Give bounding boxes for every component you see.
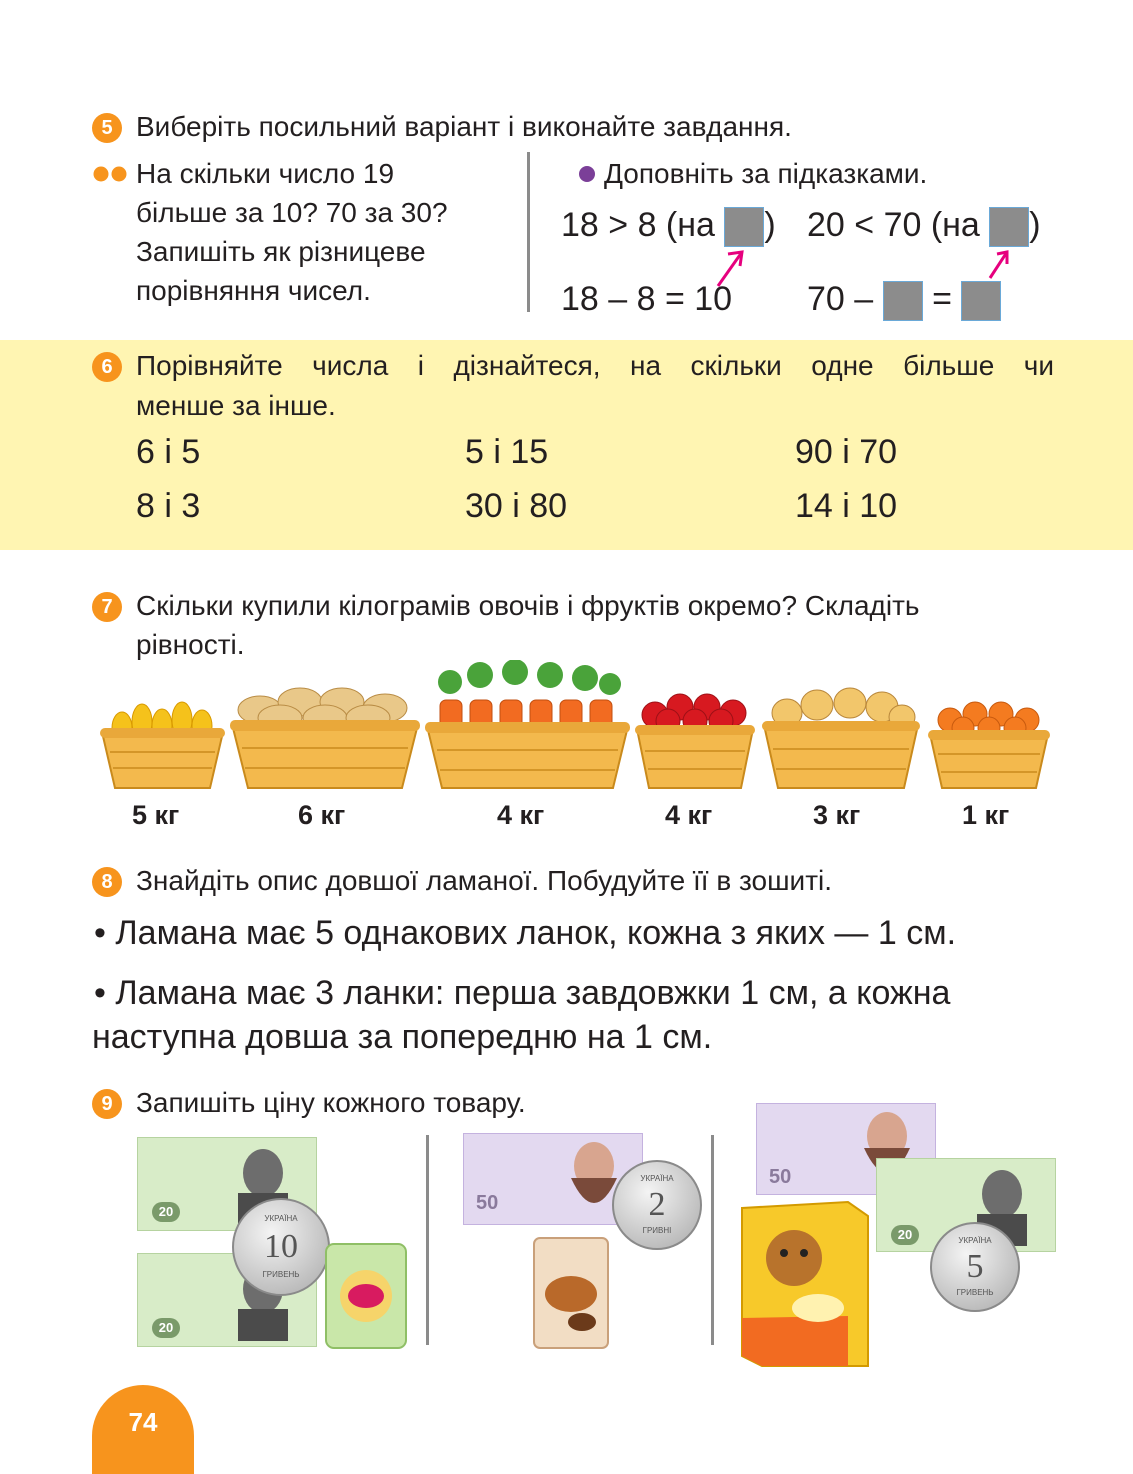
weight-label: 5 кг bbox=[132, 800, 180, 830]
equation-text: 18 > 8 (на bbox=[561, 206, 715, 244]
banknote-value: 20 bbox=[152, 1318, 180, 1338]
coin-country: УКРАЇНА bbox=[640, 1174, 674, 1183]
task8-bullet: • Ламана має 3 ланки: перша завдовжки 1 см, а кожна bbox=[94, 974, 951, 1012]
equation-text: ) bbox=[764, 206, 776, 244]
coin-country: УКРАЇНА bbox=[264, 1214, 298, 1223]
task6-title: Порівняйте числа і дізнайтеся, на скільки одне більше чи bbox=[136, 350, 1054, 381]
hint-arrow-icon bbox=[985, 246, 1015, 282]
coin-country: УКРАЇНА bbox=[958, 1236, 992, 1245]
difficulty-dot-icon bbox=[578, 165, 596, 183]
task5-right-title: Доповніть за підказками. bbox=[604, 158, 928, 189]
task7-title: рівності. bbox=[136, 629, 245, 660]
coin-unit: ГРИВНІ bbox=[642, 1226, 672, 1235]
coin-unit: ГРИВЕНЬ bbox=[956, 1288, 994, 1297]
banknote-value: 20 bbox=[152, 1202, 180, 1222]
answer-box[interactable] bbox=[989, 207, 1029, 247]
task-number-badge: 7 bbox=[92, 592, 122, 622]
coin-5-icon bbox=[930, 1222, 1020, 1312]
banknote-value: 20 bbox=[891, 1225, 919, 1245]
candy-pack-icon bbox=[322, 1240, 410, 1352]
answer-box[interactable] bbox=[724, 207, 764, 247]
cookies-bag-icon bbox=[530, 1234, 612, 1352]
onions-basket-icon bbox=[762, 675, 920, 790]
number-pair: 30 і 80 bbox=[465, 487, 568, 525]
column-divider bbox=[527, 152, 530, 312]
task-number-badge: 9 bbox=[92, 1089, 122, 1119]
number-pair: 6 і 5 bbox=[136, 433, 201, 471]
potatoes-basket-icon bbox=[230, 680, 420, 790]
weight-label: 1 кг bbox=[962, 800, 1010, 830]
weight-label: 4 кг bbox=[665, 800, 713, 830]
number-pair: 90 і 70 bbox=[795, 433, 898, 471]
task9-title: Запишіть ціну кожного товару. bbox=[136, 1087, 526, 1118]
cereal-box-icon bbox=[738, 1198, 872, 1370]
task5-left-line: Запишіть як різницеве bbox=[136, 236, 426, 267]
task8-bullet: • Ламана має 5 однакових ланок, кожна з яких — 1 см. bbox=[94, 914, 957, 952]
group-divider bbox=[426, 1135, 429, 1345]
equation-4 bbox=[807, 280, 1001, 321]
answer-box[interactable] bbox=[961, 281, 1001, 321]
coin-value: 5 bbox=[966, 1248, 984, 1285]
carrots-basket-icon bbox=[425, 660, 630, 790]
difficulty-two-dots-icon bbox=[92, 166, 132, 182]
number-pair: 5 і 15 bbox=[465, 433, 549, 471]
answer-box[interactable] bbox=[883, 281, 923, 321]
task5-left-line: На скільки число 19 bbox=[136, 158, 395, 189]
task7-title: Скільки купили кілограмів овочів і фруктів окремо? Складіть bbox=[136, 590, 920, 621]
group-divider bbox=[711, 1135, 714, 1345]
task5-left-line: більше за 10? 70 за 30? bbox=[136, 197, 448, 228]
equation-text: 20 < 70 (на bbox=[807, 206, 980, 244]
weight-label: 3 кг bbox=[813, 800, 861, 830]
task5-title: Виберіть посильний варіант і виконайте завдання. bbox=[136, 111, 792, 142]
pears-basket-icon bbox=[100, 690, 225, 790]
banknote-value: 50 bbox=[476, 1192, 499, 1214]
equation-text: ) bbox=[1029, 206, 1041, 244]
coin-2-icon bbox=[612, 1160, 702, 1250]
tangerines-basket-icon bbox=[928, 690, 1050, 790]
task-number-badge: 6 bbox=[92, 352, 122, 382]
task5-left-line: порівняння чисел. bbox=[136, 275, 371, 306]
weight-label: 6 кг bbox=[298, 800, 346, 830]
banknote-value: 50 bbox=[769, 1166, 792, 1188]
equation-1 bbox=[561, 206, 776, 247]
page-number: 74 bbox=[92, 1385, 194, 1474]
coin-value: 2 bbox=[648, 1186, 666, 1223]
task-number-badge: 8 bbox=[92, 867, 122, 897]
coin-value: 10 bbox=[264, 1228, 298, 1265]
coin-unit: ГРИВЕНЬ bbox=[262, 1270, 300, 1279]
task8-title: Знайдіть опис довшої ламаної. Побудуйте її в зошиті. bbox=[136, 865, 833, 896]
equation-text: 70 – bbox=[807, 280, 874, 318]
equation-text: = bbox=[932, 280, 952, 318]
equation-2 bbox=[807, 206, 1041, 247]
task-number-badge: 5 bbox=[92, 113, 122, 143]
task6-title: менше за інше. bbox=[136, 390, 336, 421]
apples-basket-icon bbox=[635, 685, 755, 790]
number-pair: 8 і 3 bbox=[136, 487, 201, 525]
number-pair: 14 і 10 bbox=[795, 487, 898, 525]
coin-10-icon bbox=[232, 1198, 330, 1296]
weight-label: 4 кг bbox=[497, 800, 545, 830]
equation-3: 18 – 8 = 10 bbox=[561, 280, 733, 318]
task8-bullet: наступна довша за попередню на 1 см. bbox=[92, 1018, 713, 1056]
